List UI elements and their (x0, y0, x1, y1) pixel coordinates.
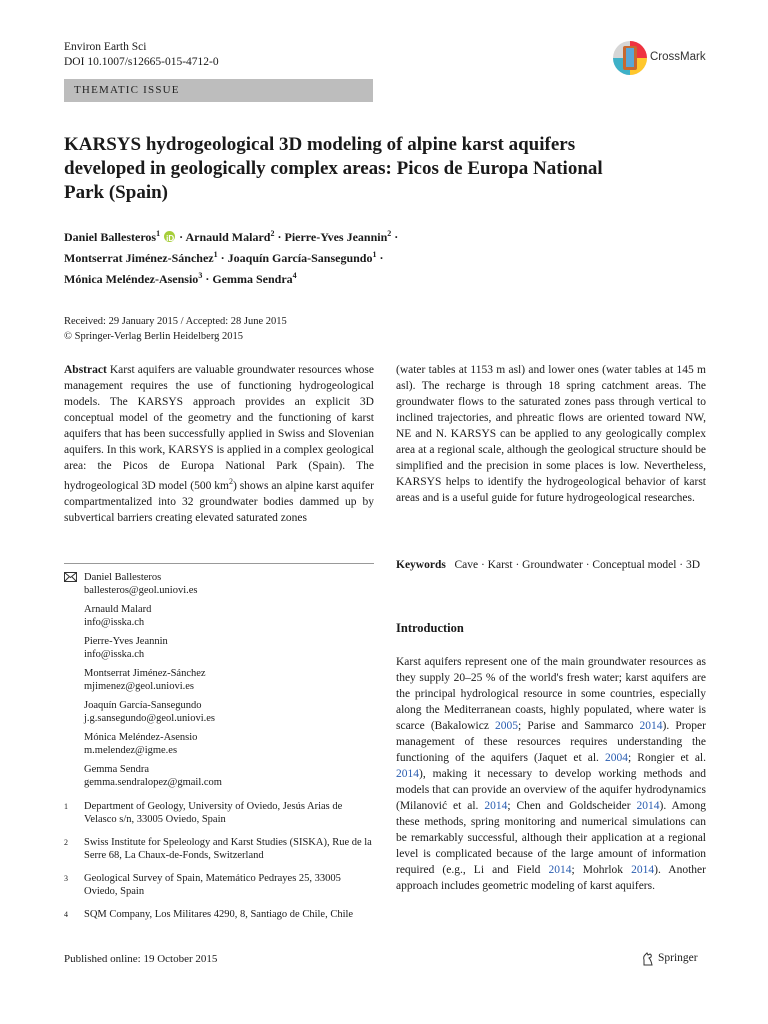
contact-name: Pierre-Yves Jeannin (84, 636, 168, 647)
contact-item (64, 763, 374, 789)
publisher-name: Springer (658, 952, 698, 964)
section-label: THEMATIC ISSUE (74, 84, 180, 96)
contact-email[interactable]: mjimenez@geol.uniovi.es (84, 681, 194, 692)
citation-link[interactable]: 2014 (639, 720, 663, 732)
contact-name: Mónica Meléndez-Asensio (84, 732, 198, 743)
contact-item (64, 603, 374, 629)
intro-text: ). Another approach includes geometric modeling of karst aquifers. (396, 864, 706, 892)
author-affil-sup: 1 (156, 229, 161, 238)
intro-paragraph (396, 654, 706, 894)
affiliation-text: Swiss Institute for Speleology and Karst Studies (SISKA), Rue de la Serre 68, La Chaux-de-Fonds, Switzerland (84, 837, 372, 861)
citation-link[interactable]: 2014 (484, 800, 508, 812)
author-list (64, 225, 664, 288)
keywords-heading: Keywords (396, 559, 446, 571)
affiliation-item (64, 872, 374, 898)
published-date: Published online: 19 October 2015 (64, 953, 218, 965)
contact-item (64, 635, 374, 661)
contact-email[interactable]: j.g.sansegundo@geol.uniovi.es (84, 713, 215, 724)
citation-link[interactable]: 2014 (631, 864, 655, 876)
abstract-right: (water tables at 1153 m asl) and lower ones (water tables at 145 m asl). The recharge is through 18 spring catchment areas. The groundwater flows to the saturated zones pass through vertical to inclined trajectories, and phreatic flows are oriented toward NW, NE and N. KARSYS can be applied to any geologically complex area at a regional scale, although the geological structure should be simplified and the precision in some places is low. Nevertheless, KARSYS helps to identify the hydrogeological behavior of karst areas and is a useful guide for future hydrogeological researches. (396, 364, 706, 504)
abstract-left (64, 362, 374, 526)
author-affil-sup: 1 (213, 250, 218, 259)
contact-item (64, 667, 374, 693)
crossmark-badge[interactable] (612, 38, 722, 78)
orcid-icon[interactable]: iD (164, 231, 175, 242)
affiliation-list (64, 800, 374, 931)
affiliation-text: Department of Geology, University of Oviedo, Jesús Arias de Velasco s/n, 33005 Oviedo, Spain (84, 801, 343, 825)
intro-text: ), making it necessary to develop working methods and models that can provide an overview of the aquifer hydrodynamics (Milanović et al. (396, 768, 706, 812)
citation-link[interactable]: 2004 (605, 752, 629, 764)
author-name[interactable]: Mónica Meléndez-Asensio (64, 272, 199, 286)
citation-link[interactable]: 2005 (495, 720, 519, 732)
contact-email[interactable]: info@isska.ch (84, 617, 145, 628)
title-line-3: Park (Spain) (64, 182, 168, 203)
contact-email[interactable]: ballesteros@geol.uniovi.es (84, 585, 198, 596)
journal-name: Environ Earth Sci (64, 41, 147, 53)
author-affil-sup: 1 (372, 250, 377, 259)
citation-link[interactable]: 2014 (396, 768, 419, 780)
contact-item (64, 571, 374, 597)
intro-text: ; Rongier et al. (628, 752, 707, 764)
intro-heading: Introduction (396, 621, 464, 635)
keywords-list: Cave · Karst · Groundwater · Conceptual model · 3D (454, 559, 701, 571)
affiliation-item (64, 836, 374, 862)
contact-email[interactable]: m.melendez@igme.es (84, 745, 178, 756)
crossmark-label: CrossMark (650, 51, 706, 63)
intro-text: ; Chen and Goldscheider (507, 800, 637, 812)
abstract-superscript: 2 (228, 477, 233, 486)
intro-text: ). Among these methods, spring monitoring and numerical simulations can be remarkably successful, although their application at a regional level is complicated because of the large amount of information required (e.g., Li and Field (396, 800, 707, 876)
author-name[interactable]: Gemma Sendra (212, 272, 293, 286)
article-dates (64, 314, 287, 344)
contact-list (64, 571, 374, 795)
keywords (396, 557, 706, 573)
affiliation-number: 3 (64, 874, 68, 883)
title-line-1: KARSYS hydrogeological 3D modeling of alpine karst aquifers (64, 134, 576, 155)
affiliation-item (64, 908, 374, 921)
abstract-text-1: Karst aquifers are valuable groundwater resources whose management requires the use of functioning hydrogeological models. The KARSYS approach provides an explicit 3D conceptual model of the geometry and the functioning of karst aquifers that has been successfully applied in Swiss and Slovenian aquifers. In this work, KARSYS is applied in a complex geological area: the Picos de Europa National Park (Spain). The hydrogeological 3D model (500 km (64, 364, 374, 492)
contact-email[interactable]: info@isska.ch (84, 649, 145, 660)
author-line-2: Montserrat Jiménez-Sánchez$^1$ · Joaquín García-Sansegundo$^1$ · (64, 250, 384, 265)
author-name[interactable]: Pierre-Yves Jeannin (284, 230, 388, 244)
author-name[interactable]: Joaquín García-Sansegundo (227, 251, 373, 265)
author-affil-sup: 4 (292, 271, 297, 280)
author-line-1: Daniel Ballesteros$^1$ iD · Arnauld Malard$^2$ · Pierre-Yves Jeannin$^2$ · (64, 229, 399, 244)
publisher-logo[interactable] (640, 951, 710, 967)
intro-text: ). Proper management of these resources requires understanding the functioning of the aquifers (Jaquet et al. (396, 720, 706, 764)
title-line-2: developed in geologically complex areas: Picos de Europa National (64, 158, 603, 179)
contact-name: Arnauld Malard (84, 604, 152, 615)
envelope-icon (64, 572, 77, 582)
received-accepted: Received: 29 January 2015 / Accepted: 28 June 2015 (64, 316, 287, 327)
abstract-heading: Abstract (64, 364, 107, 376)
author-affil-sup: 2 (387, 229, 392, 238)
citation-link[interactable]: 2014 (548, 864, 572, 876)
abstract-text-2: ) shows an alpine karst aquifer compartmentalized into 32 groundwater bodies dammed up by subvertical barriers creating elevated saturated zones (64, 479, 374, 524)
author-affil-sup: 2 (270, 229, 275, 238)
intro-text: Karst aquifers represent one of the main groundwater resources as they supply 20–25 % of the world's fresh water; karst aquifers are the principal hydrological resource in some countries, especially along the Mediterranean coasts, highly populated, where water is scarce (Bakalowicz (396, 656, 706, 732)
springer-horse-icon (640, 951, 656, 967)
journal-header (64, 40, 219, 70)
author-name[interactable]: Montserrat Jiménez-Sánchez (64, 251, 214, 265)
footnote-divider (64, 563, 374, 564)
affiliation-number: 2 (64, 838, 68, 847)
affiliation-number: 1 (64, 802, 68, 811)
affiliation-text: Geological Survey of Spain, Matemático Pedrayes 25, 33005 Oviedo, Spain (84, 873, 341, 897)
contact-item (64, 731, 374, 757)
affiliation-text: SQM Company, Los Militares 4290, 8, Santiago de Chile, Chile (84, 909, 354, 920)
doi[interactable]: DOI 10.1007/s12665-015-4712-0 (64, 56, 219, 68)
contact-item (64, 699, 374, 725)
copyright: © Springer-Verlag Berlin Heidelberg 2015 (64, 331, 244, 342)
author-line-3: Mónica Meléndez-Asensio$^3$ · Gemma Sendra$^4$ (64, 271, 297, 286)
affiliation-item (64, 800, 374, 826)
author-name[interactable]: Arnauld Malard (185, 230, 271, 244)
contact-email[interactable]: gemma.sendralopez@gmail.com (84, 777, 222, 788)
affiliation-number: 4 (64, 910, 68, 919)
author-affil-sup: 3 (198, 271, 203, 280)
contact-name: Gemma Sendra (84, 764, 150, 775)
contact-name: Joaquín García-Sansegundo (84, 700, 202, 711)
contact-name: Montserrat Jiménez-Sánchez (84, 668, 206, 679)
crossmark-icon (612, 38, 648, 78)
section-banner (64, 79, 373, 102)
contact-name: Daniel Ballesteros (84, 572, 162, 583)
article-title (64, 133, 724, 205)
author-name[interactable]: Daniel Ballesteros (64, 230, 157, 244)
intro-text: ; Mohrlok (571, 864, 632, 876)
intro-text: ; Parise and Sammarco (518, 720, 640, 732)
citation-link[interactable]: 2014 (636, 800, 660, 812)
